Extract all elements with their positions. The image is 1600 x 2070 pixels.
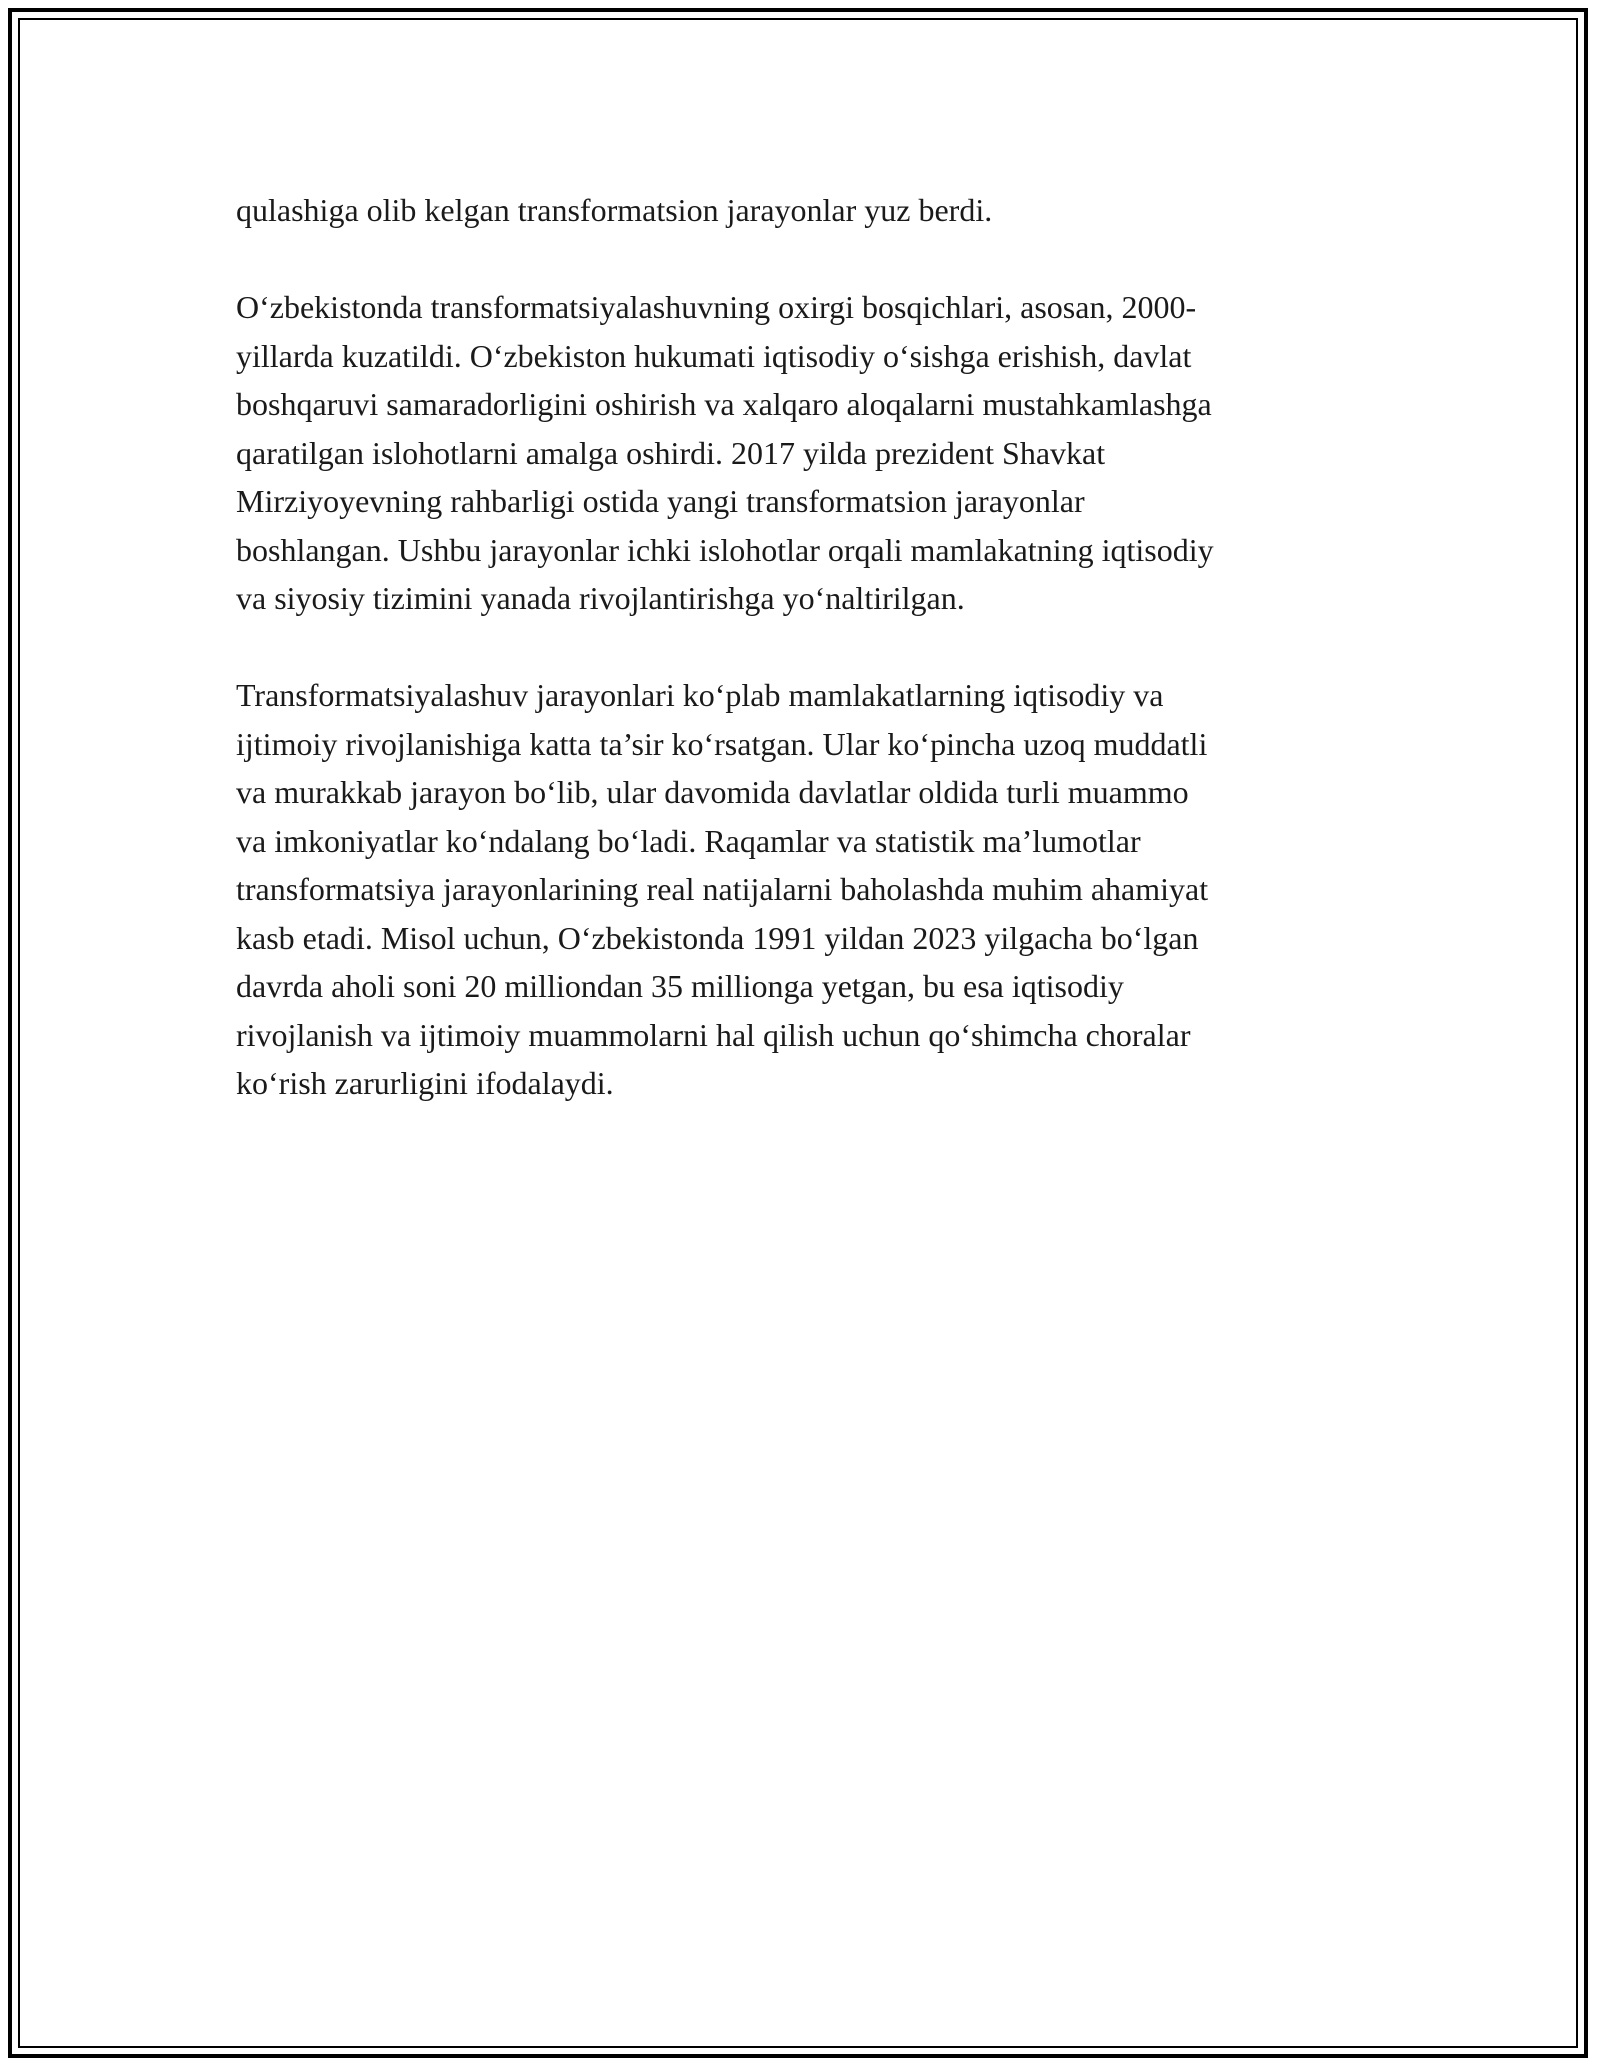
document-body	[236, 186, 1376, 1156]
paragraph: qulashiga olib kelgan transformatsion jarayonlar yuz berdi.	[236, 192, 993, 228]
paragraph: Transformatsiyalashuv jarayonlari ko‘plab mamlakatlarning iqtisodiy va ijtimoiy rivojlanishiga katta ta’sir ko‘rsatgan. Ular ko‘pincha uzoq muddatli va murakkab jarayon bo‘lib, ular davomida davlatlar oldida turli muammo va imkoniyatlar ko‘ndalang bo‘ladi. Raqamlar va statistik ma’lumotlar transformatsiya jarayonlarining real natijalarni baholashda muhim ahamiyat kasb etadi. Misol uchun, O‘zbekistonda 1991 yildan 2023 yilgacha bo‘lgan davrda aholi soni 20 milliondan 35 millionga yetgan, bu esa iqtisodiy rivojlanish va ijtimoiy muammolarni hal qilish uchun qo‘shimcha choralar ko‘rish zarurligini ifodalaydi.	[236, 677, 1209, 1101]
paragraph: O‘zbekistonda transformatsiyalashuvning oxirgi bosqichlari, asosan, 2000- yillarda kuzatildi. O‘zbekiston hukumati iqtisodiy o‘sishga erishish, davlat boshqaruvi samaradorligini oshirish va xalqaro aloqalarni mustahkamlashga qaratilgan islohotlarni amalga oshirdi. 2017 yilda prezident Shavkat Mirziyoyevning rahbarligi ostida yangi transformatsion jarayonlar boshlangan. Ushbu jarayonlar ichki islohotlar orqali mamlakatning iqtisodiy va siyosiy tizimini yanada rivojlantirishga yo‘naltirilgan.	[236, 289, 1214, 616]
